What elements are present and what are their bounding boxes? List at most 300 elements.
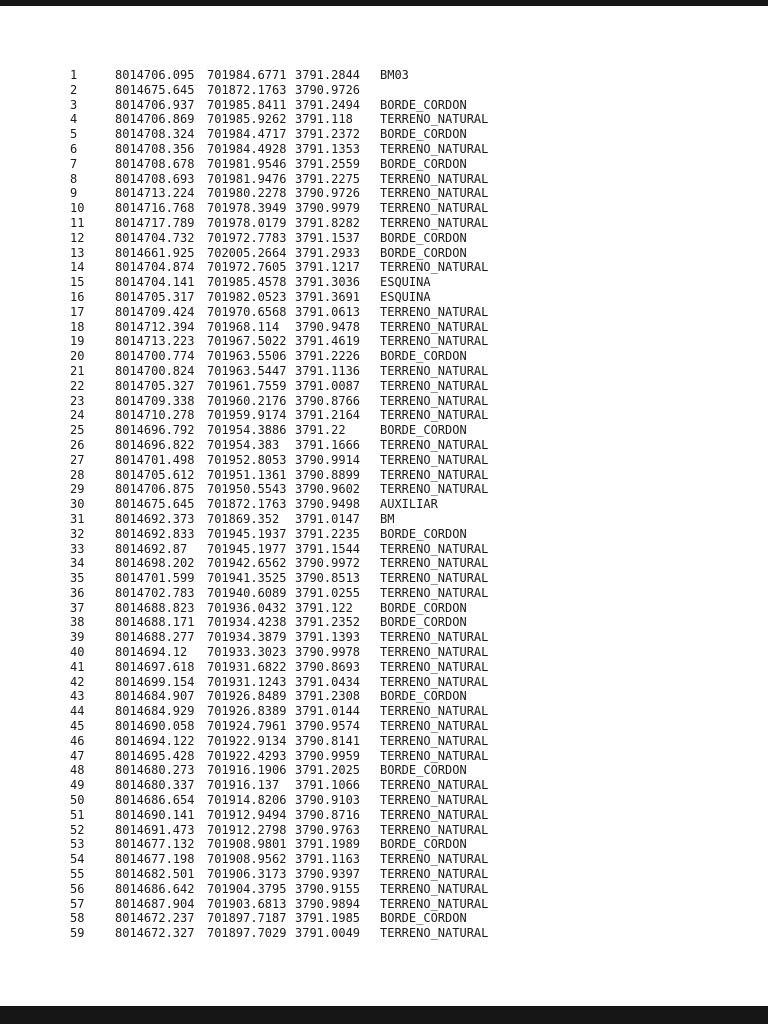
point-code: TERRENO_NATURAL: [380, 822, 489, 837]
coord-north: 8014712.394: [115, 319, 195, 334]
table-row: [70, 201, 730, 216]
coord-east: 701914.8206: [207, 793, 287, 808]
coord-east: 701970.6568: [207, 304, 287, 319]
coord-north: 8014706.869: [115, 112, 195, 127]
coord-north: 8014705.327: [115, 378, 195, 393]
coord-elev: 3791.1353: [295, 141, 361, 156]
point-id: 57: [70, 896, 85, 911]
point-code: TERRENO_NATURAL: [380, 719, 489, 734]
coord-elev: 3790.9726: [295, 82, 361, 97]
coord-north: 8014687.904: [115, 896, 195, 911]
point-id: 2: [70, 82, 78, 97]
coord-elev: 3791.8282: [295, 215, 361, 230]
point-code: TERRENO_NATURAL: [380, 363, 489, 378]
coord-east: 701984.4717: [207, 127, 287, 142]
coord-elev: 3791.2933: [295, 245, 361, 260]
table-row: [70, 926, 730, 941]
coord-north: 8014708.324: [115, 127, 195, 142]
point-code: TERRENO_NATURAL: [380, 793, 489, 808]
point-id: 15: [70, 275, 85, 290]
point-code: TERRENO_NATURAL: [380, 141, 489, 156]
coord-north: 8014699.154: [115, 674, 195, 689]
table-row: [70, 897, 730, 912]
coord-north: 8014701.599: [115, 571, 195, 586]
coord-east: 701972.7605: [207, 260, 287, 275]
table-row: [70, 334, 730, 349]
coord-east: 701980.2278: [207, 186, 287, 201]
coord-north: 8014675.645: [115, 82, 195, 97]
coord-east: 701985.4578: [207, 275, 287, 290]
table-row: [70, 749, 730, 764]
table-row: [70, 911, 730, 926]
table-row: [70, 497, 730, 512]
point-code: TERRENO_NATURAL: [380, 334, 489, 349]
point-id: 1: [70, 68, 78, 82]
point-id: 36: [70, 585, 85, 600]
table-row: [70, 734, 730, 749]
coord-east: 701978.3949: [207, 201, 287, 216]
table-row: [70, 379, 730, 394]
table-row: [70, 867, 730, 882]
point-id: 55: [70, 867, 85, 882]
point-id: 34: [70, 556, 85, 571]
document-page: [0, 6, 768, 1006]
table-row: [70, 423, 730, 438]
coord-east: 701931.1243: [207, 674, 287, 689]
table-row: [70, 689, 730, 704]
coord-elev: 3790.8693: [295, 659, 361, 674]
table-row: [70, 349, 730, 364]
table-row: [70, 364, 730, 379]
table-row: [70, 320, 730, 335]
coord-elev: 3791.2235: [295, 526, 361, 541]
coord-north: 8014692.833: [115, 526, 195, 541]
point-id: 19: [70, 334, 85, 349]
point-id: 38: [70, 615, 85, 630]
point-code: BM: [380, 511, 395, 526]
point-code: TERRENO_NATURAL: [380, 201, 489, 216]
coord-east: 701972.7783: [207, 230, 287, 245]
coord-north: 8014713.223: [115, 334, 195, 349]
point-code: BORDE_CORDON: [380, 689, 467, 704]
point-code: TERRENO_NATURAL: [380, 260, 489, 275]
coord-elev: 3790.9972: [295, 556, 361, 571]
coord-east: 701926.8389: [207, 704, 287, 719]
coord-north: 8014688.277: [115, 630, 195, 645]
coord-north: 8014695.428: [115, 748, 195, 763]
table-row: [70, 645, 730, 660]
coord-north: 8014704.732: [115, 230, 195, 245]
point-code: BORDE_CORDON: [380, 911, 467, 926]
point-code: TERRENO_NATURAL: [380, 807, 489, 822]
coord-north: 8014709.424: [115, 304, 195, 319]
viewer-bottom-bar: [0, 1006, 768, 1024]
coord-elev: 3791.0255: [295, 585, 361, 600]
point-id: 16: [70, 289, 85, 304]
point-id: 8: [70, 171, 78, 186]
coord-north: 8014708.678: [115, 156, 195, 171]
coord-elev: 3791.122: [295, 600, 353, 615]
coord-elev: 3791.1136: [295, 363, 361, 378]
coord-north: 8014692.373: [115, 511, 195, 526]
point-id: 43: [70, 689, 85, 704]
table-row: [70, 186, 730, 201]
point-code: BORDE_CORDON: [380, 600, 467, 615]
coord-elev: 3791.3036: [295, 275, 361, 290]
point-id: 10: [70, 201, 85, 216]
point-id: 7: [70, 156, 78, 171]
point-id: 46: [70, 733, 85, 748]
table-row: [70, 290, 730, 305]
coord-elev: 3791.1066: [295, 778, 361, 793]
table-row: [70, 704, 730, 719]
coord-elev: 3791.0087: [295, 378, 361, 393]
coord-elev: 3791.1163: [295, 852, 361, 867]
point-id: 50: [70, 793, 85, 808]
point-id: 13: [70, 245, 85, 260]
point-id: 48: [70, 763, 85, 778]
coord-north: 8014672.327: [115, 926, 195, 941]
point-id: 30: [70, 497, 85, 512]
coord-east: 701903.6813: [207, 896, 287, 911]
coord-elev: 3791.1217: [295, 260, 361, 275]
table-row: [70, 882, 730, 897]
table-row: [70, 83, 730, 98]
point-code: TERRENO_NATURAL: [380, 926, 489, 941]
coord-east: 701908.9562: [207, 852, 287, 867]
coord-east: 701945.1937: [207, 526, 287, 541]
point-id: 31: [70, 511, 85, 526]
coord-elev: 3791.2164: [295, 408, 361, 423]
point-code: TERRENO_NATURAL: [380, 452, 489, 467]
point-code: BORDE_CORDON: [380, 423, 467, 438]
point-code: TERRENO_NATURAL: [380, 630, 489, 645]
coord-east: 701985.9262: [207, 112, 287, 127]
point-code: BORDE_CORDON: [380, 837, 467, 852]
point-code: BORDE_CORDON: [380, 97, 467, 112]
coord-north: 8014682.501: [115, 867, 195, 882]
coord-elev: 3790.9726: [295, 186, 361, 201]
coord-elev: 3791.118: [295, 112, 353, 127]
coord-elev: 3791.2226: [295, 349, 361, 364]
coord-elev: 3791.3691: [295, 289, 361, 304]
coord-north: 8014706.875: [115, 482, 195, 497]
coord-east: 702005.2664: [207, 245, 287, 260]
coord-elev: 3791.1989: [295, 837, 361, 852]
coord-elev: 3791.1985: [295, 911, 361, 926]
point-id: 42: [70, 674, 85, 689]
coord-east: 701922.4293: [207, 748, 287, 763]
point-code: TERRENO_NATURAL: [380, 378, 489, 393]
coord-east: 701981.9476: [207, 171, 287, 186]
coord-north: 8014690.141: [115, 807, 195, 822]
coord-elev: 3790.8513: [295, 571, 361, 586]
coord-north: 8014684.929: [115, 704, 195, 719]
coord-north: 8014700.774: [115, 349, 195, 364]
point-id: 32: [70, 526, 85, 541]
coord-east: 701968.114: [207, 319, 280, 334]
point-code: TERRENO_NATURAL: [380, 171, 489, 186]
coord-elev: 3791.2025: [295, 763, 361, 778]
coord-east: 701961.7559: [207, 378, 287, 393]
coord-east: 701959.9174: [207, 408, 287, 423]
coord-east: 701941.3525: [207, 571, 287, 586]
coord-elev: 3791.0434: [295, 674, 361, 689]
coord-east: 701869.352: [207, 511, 280, 526]
point-id: 54: [70, 852, 85, 867]
coord-elev: 3790.8716: [295, 807, 361, 822]
coord-east: 701963.5506: [207, 349, 287, 364]
point-id: 27: [70, 452, 85, 467]
coord-north: 8014677.132: [115, 837, 195, 852]
coord-elev: 3791.0613: [295, 304, 361, 319]
coord-north: 8014706.937: [115, 97, 195, 112]
point-code: BORDE_CORDON: [380, 245, 467, 260]
coord-elev: 3790.9763: [295, 822, 361, 837]
table-row: [70, 571, 730, 586]
coord-elev: 3791.2308: [295, 689, 361, 704]
coord-north: 8014686.654: [115, 793, 195, 808]
point-code: TERRENO_NATURAL: [380, 556, 489, 571]
coord-north: 8014684.907: [115, 689, 195, 704]
coord-east: 701940.6089: [207, 585, 287, 600]
point-id: 11: [70, 215, 85, 230]
point-code: BORDE_CORDON: [380, 349, 467, 364]
point-code: TERRENO_NATURAL: [380, 186, 489, 201]
point-id: 51: [70, 807, 85, 822]
coord-north: 8014702.783: [115, 585, 195, 600]
table-row: [70, 231, 730, 246]
point-id: 29: [70, 482, 85, 497]
coord-east: 701897.7187: [207, 911, 287, 926]
point-id: 26: [70, 437, 85, 452]
table-row: [70, 305, 730, 320]
point-code: BORDE_CORDON: [380, 526, 467, 541]
point-code: TERRENO_NATURAL: [380, 896, 489, 911]
point-id: 56: [70, 881, 85, 896]
point-code: BORDE_CORDON: [380, 763, 467, 778]
point-id: 45: [70, 719, 85, 734]
coord-east: 701916.1906: [207, 763, 287, 778]
coord-north: 8014706.095: [115, 68, 195, 82]
coord-east: 701931.6822: [207, 659, 287, 674]
coord-north: 8014708.693: [115, 171, 195, 186]
point-code: TERRENO_NATURAL: [380, 585, 489, 600]
point-code: TERRENO_NATURAL: [380, 215, 489, 230]
point-code: TERRENO_NATURAL: [380, 571, 489, 586]
table-row: [70, 172, 730, 187]
point-code: ESQUINA: [380, 275, 431, 290]
coord-north: 8014692.87: [115, 541, 188, 556]
table-row: [70, 823, 730, 838]
point-code: TERRENO_NATURAL: [380, 733, 489, 748]
coord-east: 701954.3886: [207, 423, 287, 438]
coord-elev: 3790.9914: [295, 452, 361, 467]
coord-elev: 3790.9397: [295, 867, 361, 882]
point-id: 59: [70, 926, 85, 941]
coord-elev: 3791.4619: [295, 334, 361, 349]
point-id: 40: [70, 645, 85, 660]
coord-north: 8014700.824: [115, 363, 195, 378]
coord-east: 701960.2176: [207, 393, 287, 408]
point-id: 21: [70, 363, 85, 378]
coord-elev: 3790.8141: [295, 733, 361, 748]
coord-east: 701982.0523: [207, 289, 287, 304]
point-code: TERRENO_NATURAL: [380, 674, 489, 689]
table-row: [70, 246, 730, 261]
coord-elev: 3791.1393: [295, 630, 361, 645]
coord-elev: 3790.9574: [295, 719, 361, 734]
coord-east: 701967.5022: [207, 334, 287, 349]
table-row: [70, 719, 730, 734]
table-row: [70, 98, 730, 113]
point-code: TERRENO_NATURAL: [380, 112, 489, 127]
coord-elev: 3790.8899: [295, 467, 361, 482]
coord-north: 8014701.498: [115, 452, 195, 467]
table-row: [70, 778, 730, 793]
coord-elev: 3790.9894: [295, 896, 361, 911]
coord-north: 8014680.273: [115, 763, 195, 778]
coord-east: 701934.3879: [207, 630, 287, 645]
coord-east: 701952.8053: [207, 452, 287, 467]
coord-east: 701951.1361: [207, 467, 287, 482]
point-id: 22: [70, 378, 85, 393]
point-code: TERRENO_NATURAL: [380, 704, 489, 719]
point-id: 12: [70, 230, 85, 245]
point-id: 20: [70, 349, 85, 364]
coord-east: 701954.383: [207, 437, 280, 452]
point-code: TERRENO_NATURAL: [380, 319, 489, 334]
point-id: 39: [70, 630, 85, 645]
coord-east: 701922.9134: [207, 733, 287, 748]
point-id: 28: [70, 467, 85, 482]
point-id: 14: [70, 260, 85, 275]
coord-elev: 3790.9478: [295, 319, 361, 334]
table-row: [70, 127, 730, 142]
point-code: TERRENO_NATURAL: [380, 881, 489, 896]
coord-east: 701963.5447: [207, 363, 287, 378]
table-row: [70, 675, 730, 690]
coord-north: 8014690.058: [115, 719, 195, 734]
coord-east: 701934.4238: [207, 615, 287, 630]
point-id: 23: [70, 393, 85, 408]
coord-east: 701984.4928: [207, 141, 287, 156]
coord-east: 701912.2798: [207, 822, 287, 837]
coord-elev: 3791.1544: [295, 541, 361, 556]
point-code: TERRENO_NATURAL: [380, 467, 489, 482]
coord-north: 8014694.12: [115, 645, 188, 660]
coord-north: 8014708.356: [115, 141, 195, 156]
point-id: 25: [70, 423, 85, 438]
point-id: 37: [70, 600, 85, 615]
point-code: TERRENO_NATURAL: [380, 645, 489, 660]
coord-north: 8014705.612: [115, 467, 195, 482]
coord-east: 701984.6771: [207, 68, 287, 82]
coord-elev: 3790.9978: [295, 645, 361, 660]
point-code: TERRENO_NATURAL: [380, 867, 489, 882]
point-code: AUXILIAR: [380, 497, 438, 512]
point-code: TERRENO_NATURAL: [380, 408, 489, 423]
point-code: BORDE_CORDON: [380, 156, 467, 171]
table-row: [70, 512, 730, 527]
point-code: BORDE_CORDON: [380, 230, 467, 245]
coord-elev: 3790.8766: [295, 393, 361, 408]
coord-north: 8014694.122: [115, 733, 195, 748]
coord-east: 701912.9494: [207, 807, 287, 822]
point-code: TERRENO_NATURAL: [380, 437, 489, 452]
coord-elev: 3790.9155: [295, 881, 361, 896]
coord-elev: 3790.9498: [295, 497, 361, 512]
point-id: 18: [70, 319, 85, 334]
table-row: [70, 556, 730, 571]
coord-north: 8014704.141: [115, 275, 195, 290]
point-id: 49: [70, 778, 85, 793]
coord-north: 8014688.171: [115, 615, 195, 630]
point-code: [380, 83, 730, 98]
coord-elev: 3791.22: [295, 423, 346, 438]
table-row: [70, 275, 730, 290]
coord-east: 701950.5543: [207, 482, 287, 497]
coord-elev: 3791.1537: [295, 230, 361, 245]
coord-north: 8014710.278: [115, 408, 195, 423]
table-row: [70, 112, 730, 127]
table-row: [70, 763, 730, 778]
point-code: TERRENO_NATURAL: [380, 541, 489, 556]
table-row: [70, 660, 730, 675]
point-id: 44: [70, 704, 85, 719]
coord-north: 8014709.338: [115, 393, 195, 408]
point-id: 6: [70, 141, 78, 156]
points-list: [70, 68, 730, 941]
table-row: [70, 542, 730, 557]
coord-east: 701926.8489: [207, 689, 287, 704]
table-row: [70, 630, 730, 645]
coord-east: 701904.3795: [207, 881, 287, 896]
point-code: TERRENO_NATURAL: [380, 778, 489, 793]
table-row: [70, 837, 730, 852]
coord-north: 8014697.618: [115, 659, 195, 674]
coord-elev: 3791.2844: [295, 68, 361, 82]
point-id: 47: [70, 748, 85, 763]
coord-east: 701872.1763: [207, 82, 287, 97]
table-row: [70, 482, 730, 497]
coord-north: 8014661.925: [115, 245, 195, 260]
coord-east: 701942.6562: [207, 556, 287, 571]
coord-north: 8014713.224: [115, 186, 195, 201]
coord-east: 701916.137: [207, 778, 280, 793]
coord-north: 8014705.317: [115, 289, 195, 304]
table-row: [70, 852, 730, 867]
coord-east: 701985.8411: [207, 97, 287, 112]
table-row: [70, 157, 730, 172]
point-id: 58: [70, 911, 85, 926]
coord-north: 8014680.337: [115, 778, 195, 793]
table-row: [70, 216, 730, 231]
coord-east: 701924.7961: [207, 719, 287, 734]
coord-elev: 3790.9959: [295, 748, 361, 763]
coord-north: 8014672.237: [115, 911, 195, 926]
table-row: [70, 68, 730, 83]
table-row: [70, 394, 730, 409]
point-id: 52: [70, 822, 85, 837]
coord-elev: 3791.2275: [295, 171, 361, 186]
table-row: [70, 601, 730, 616]
table-row: [70, 408, 730, 423]
coord-elev: 3791.0049: [295, 926, 361, 941]
point-code: BORDE_CORDON: [380, 127, 467, 142]
coord-elev: 3791.2372: [295, 127, 361, 142]
point-id: 3: [70, 97, 78, 112]
